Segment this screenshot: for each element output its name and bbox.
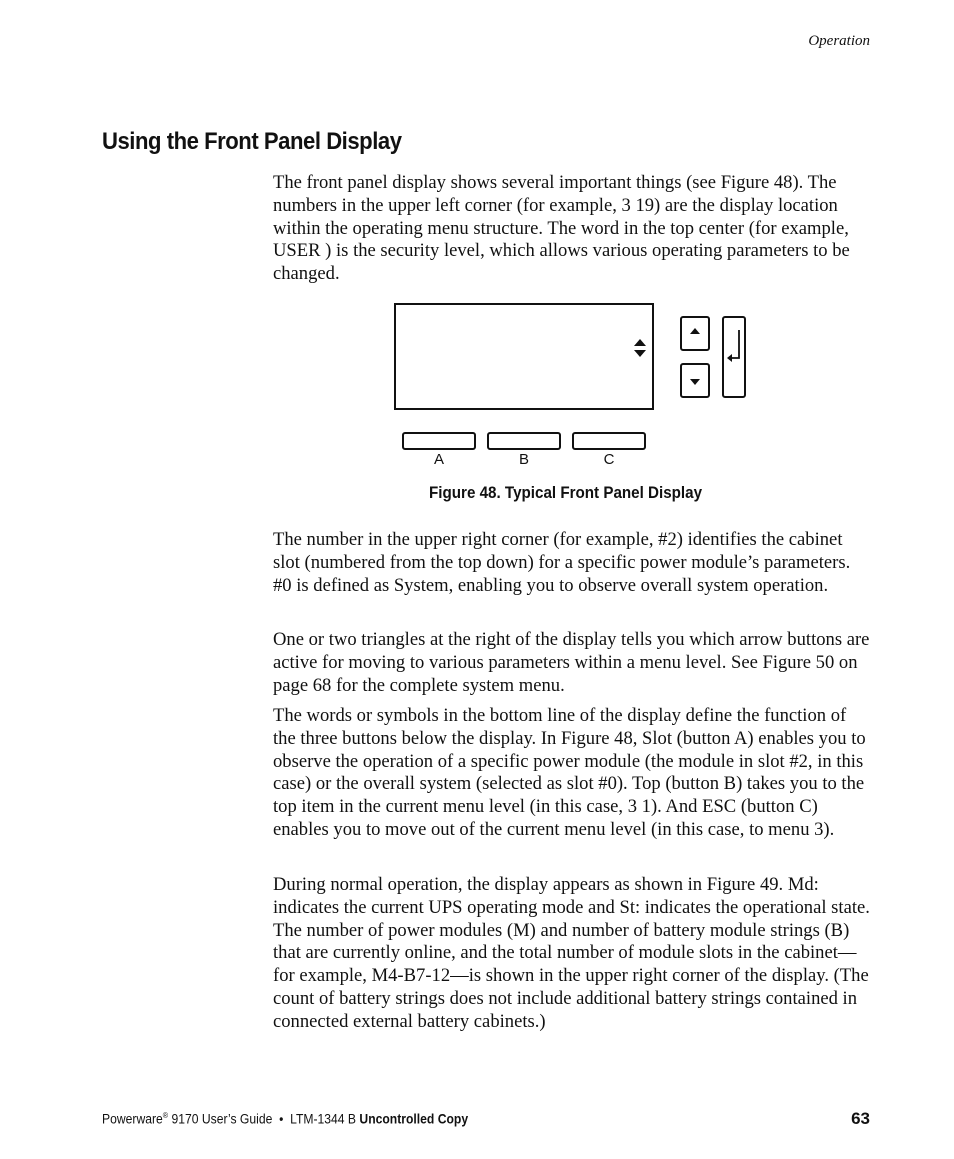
footer-guide-text: 9170 User’s Guide • LTM-1344 B (168, 1111, 360, 1127)
front-panel-figure (394, 303, 750, 473)
enter-button[interactable] (722, 316, 746, 398)
down-arrow-button[interactable] (680, 363, 710, 398)
page-footer (102, 1111, 468, 1127)
softkeys-paragraph: The words or symbols in the bottom line of the display define the function of the three buttons below the display. In Figure 48, Slot (button A) enables you to observe the operation of a specific power module (the module in slot #2, in this case) or the overall system (selected as slot #0). Top (button B) takes you to the top item in the current menu level (in this case, 3 1). And ESC (button C) enables you to move out of the current menu level (in this case, to menu 3). (273, 705, 866, 840)
softkey-a-button[interactable] (402, 432, 476, 450)
arrow-down-icon (682, 365, 708, 396)
softkey-b-label: B (518, 451, 529, 468)
lcd-display (394, 303, 654, 410)
softkey-c-button[interactable] (572, 432, 646, 450)
up-arrow-button[interactable] (680, 316, 710, 351)
intro-paragraph: The front panel display shows several important things (see Figure 48). The numbers in the upper left corner (for example, 3 19) are the display location within the operating menu structure. The word in the top center (for example, USER ) is the security level, which allows various operating parameters to be changed. (273, 172, 850, 285)
triangles-paragraph: One or two triangles at the right of the display tells you which arrow buttons are active for moving to various parameters within a menu level. See Figure 50 on page 68 for the complete system menu. (273, 629, 870, 696)
footer-status: Uncontrolled Copy (359, 1111, 469, 1127)
softkey-c-label: C (603, 451, 615, 468)
softkey-a-label: A (433, 451, 444, 468)
softkey-b-button[interactable] (487, 432, 561, 450)
enter-icon (724, 318, 744, 396)
registered-mark: ® (162, 1111, 169, 1120)
page-header-section: Operation (808, 33, 870, 49)
normal-operation-paragraph: During normal operation, the display appears as shown in Figure 49. Md: indicates the current UPS operating mode and St: indicates the operational state. The number of power modules (M) and number of battery module strings (B) that are currently online, and the total number of module slots in the cabinet—for example, M4-B7-12—is shown in the upper right corner of the display. (The count of battery strings does not include additional battery strings contained in connected external battery cabinets.) (273, 874, 870, 1032)
section-title: Using the Front Panel Display (102, 128, 402, 155)
page-number: 63 (851, 1109, 870, 1128)
arrow-up-icon (682, 318, 708, 349)
footer-brand: Powerware (102, 1111, 163, 1127)
figure-caption: Figure 48. Typical Front Panel Display (429, 484, 703, 502)
slot-paragraph: The number in the upper right corner (for example, #2) identifies the cabinet slot (numbered from the top down) for a specific power module’s parameters. #0 is defined as System, enabling you to observe overall system operation. (273, 529, 851, 596)
up-down-triangles-icon (634, 339, 646, 357)
